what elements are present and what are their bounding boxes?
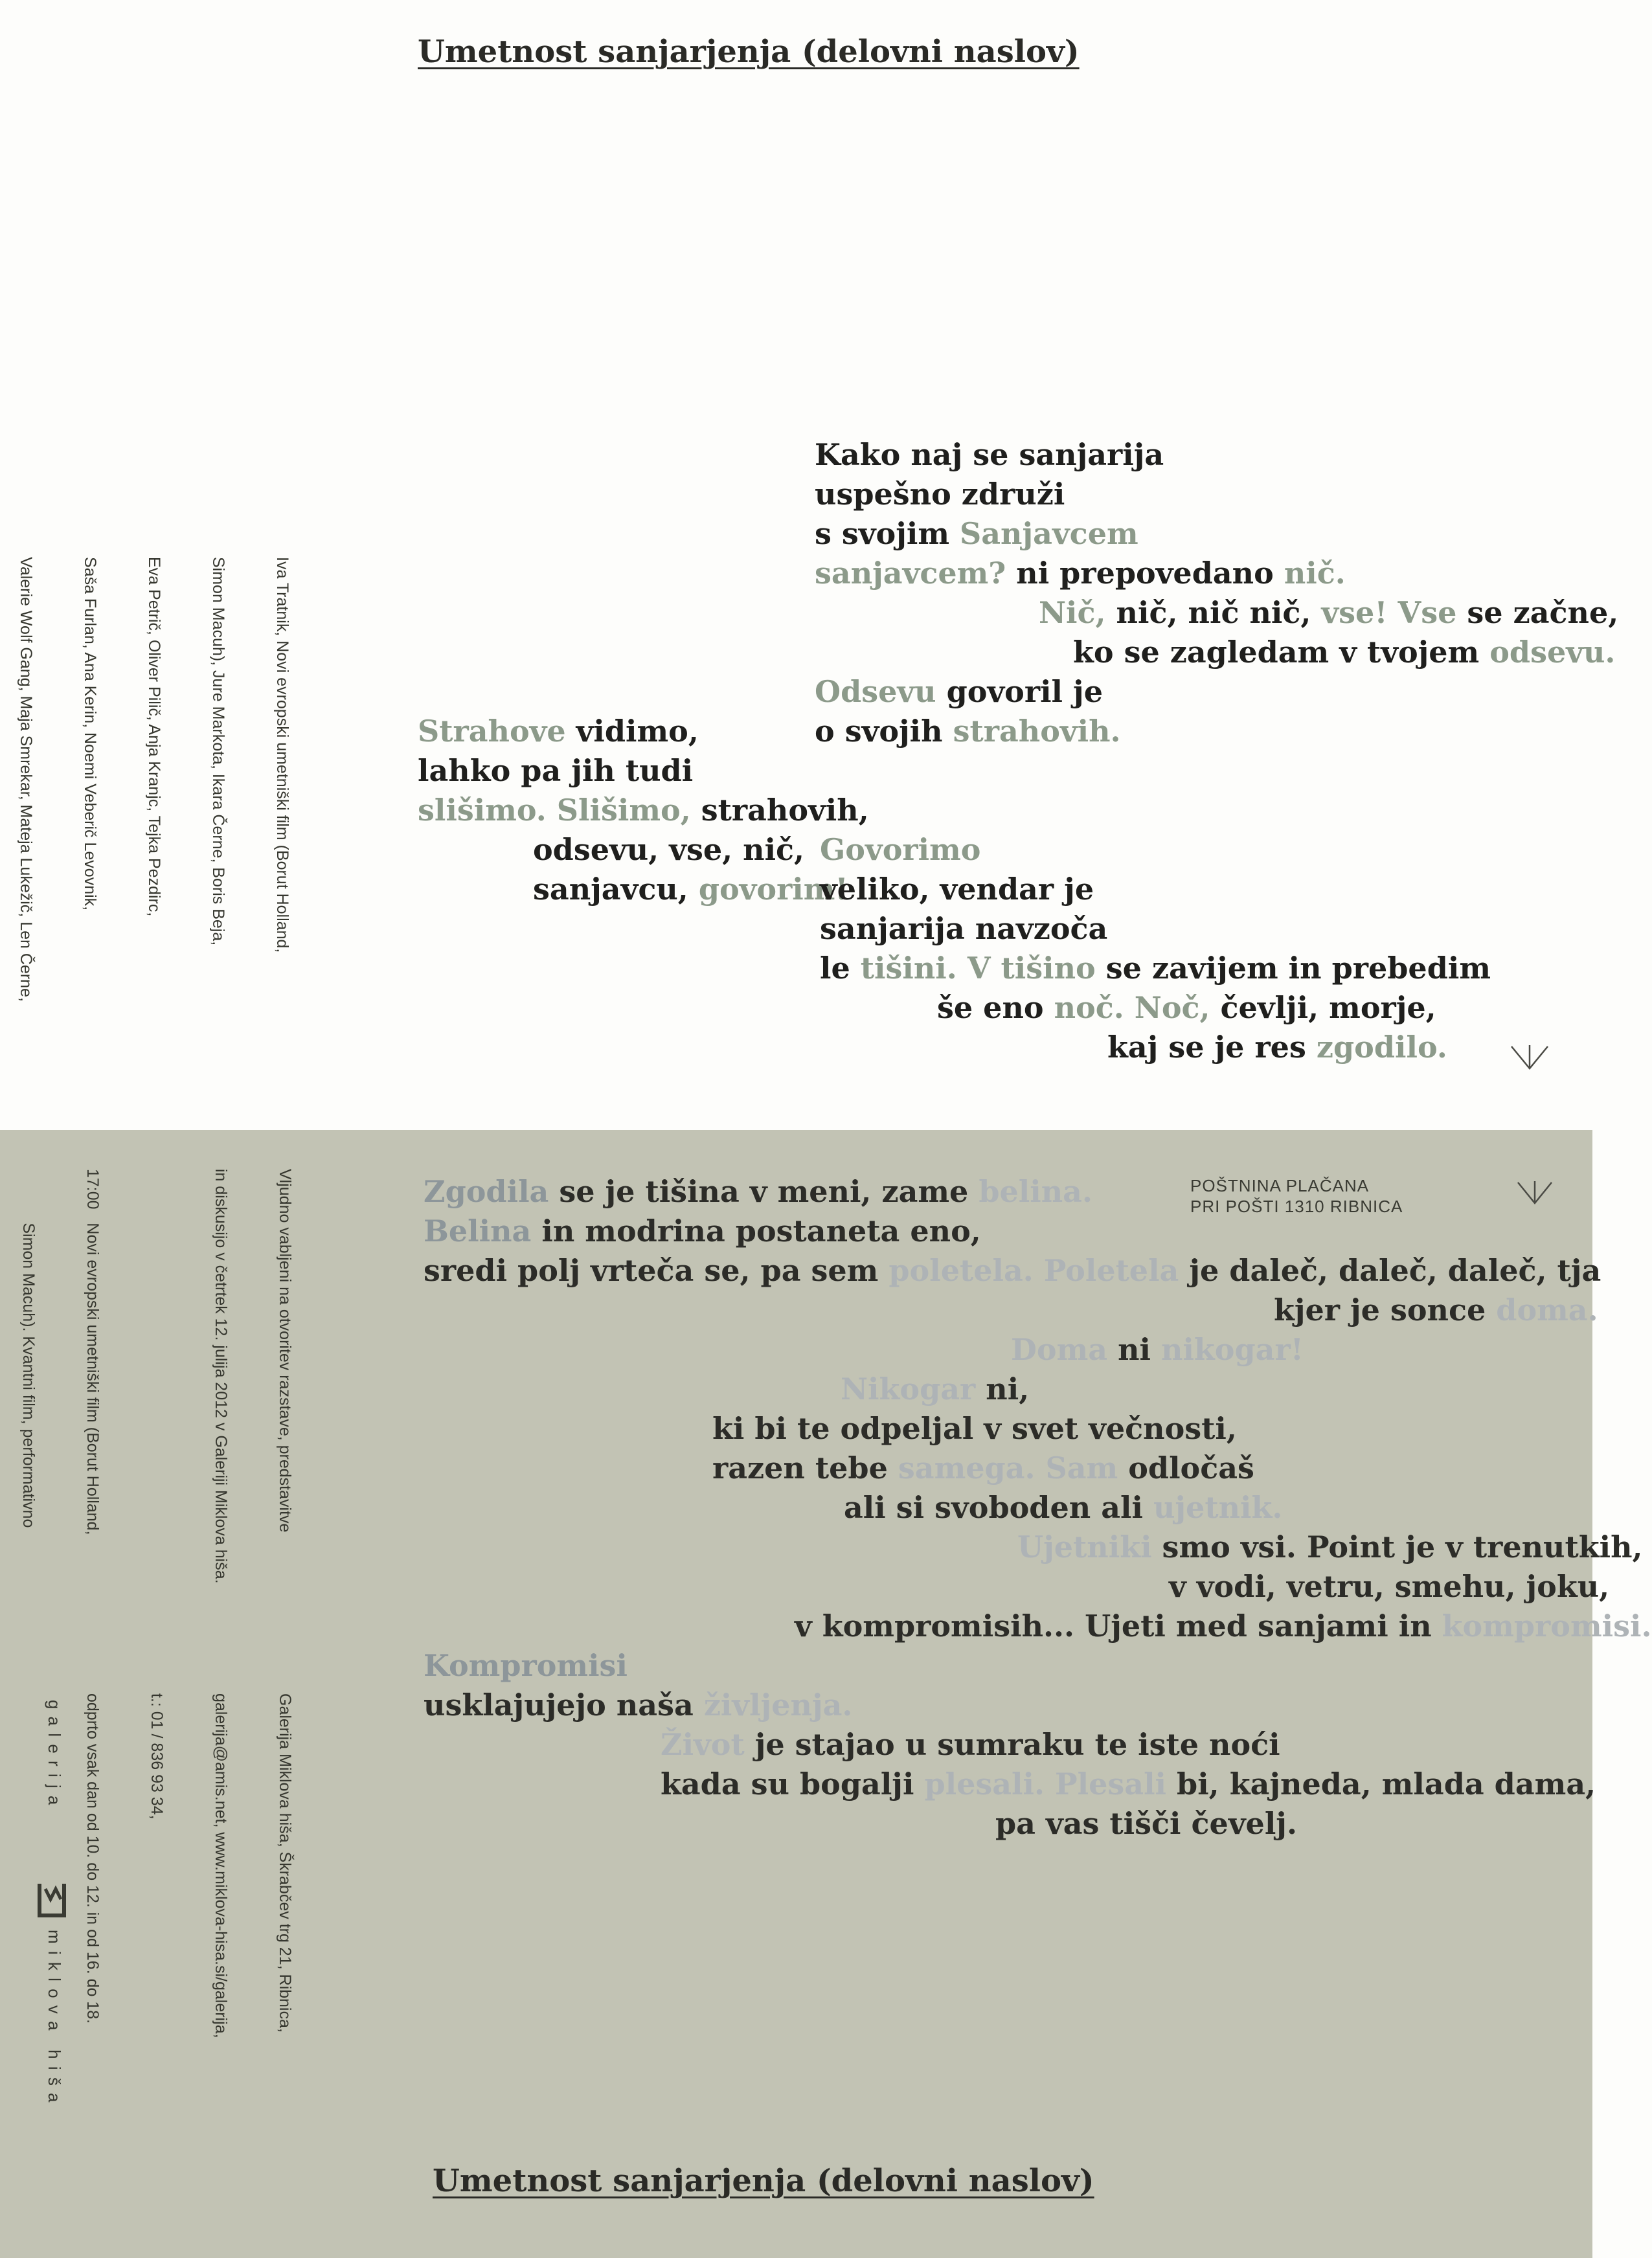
poem-left: Strahove vidimo, lahko pa jih tudi slišimo. Slišimo, strahovih, [418,714,869,828]
poem-bottom-4: Nikogar ni, [841,1372,1030,1406]
program-line: 17:00 Novi evropski umetniški film (Borut Holland, [84,1169,102,1535]
poem-right-middle: Odsevu govoril je o svojih strahovih. [815,674,1121,749]
poem-bottom-8: v vodi, vetru, smehu, joku, [1169,1569,1610,1604]
poem-right-indented-2: ko se zagledam v tvojem odsevu. [1073,635,1616,670]
arrow-down-icon [1509,1043,1550,1074]
program-line: Vljudno vabljeni na otvoritev razstave, predstavitve [276,1169,294,1533]
postage-line: PRI POŠTI 1310 RIBNICA [1190,1197,1403,1216]
gallery-logo-text-left: g a l e r i j a [45,1700,64,1807]
poem-bottom-1: Zgodila se je tišina v meni, zame belina. Belina in modrina postaneta eno, sredi polj vrteča se, pa sem poletela. Poletela je daleč, daleč, daleč, tja [424,1174,1601,1288]
program-line [146,1169,167,1584]
program-line: Simon Macuh). Kvantni film, performativno [19,1169,38,1528]
poem-bottom-5: ki bi te odpeljal v svet večnosti, razen tebe samega. Sam odločaš [712,1411,1254,1485]
top-card [0,0,1619,1130]
poem-bottom-11: Život je stajao u sumraku te iste noći kada su bogalji plesali. Plesali bi, kajnedа, mlada dama, [661,1727,1596,1801]
poem-right-lower-indented: še eno noč. Noč, čevlji, morje, [937,990,1436,1025]
poem-bottom-12: pa vas tišči čevelj. [995,1806,1297,1841]
contact-line: Galerija Miklova hiša, Škrabčev trg 21, Ribnica, [276,1693,294,2033]
bottom-card [0,1130,1652,2258]
poem-right-last: kaj se je res zgodilo. [1107,1030,1447,1065]
contact-line: galerija@amis.net, www.miklova-hisa.si/galerija, [212,1693,230,2038]
credits-line: Eva Petrič, Oliver Pilič, Anja Kranjc, Tejka Pezdirc, [145,557,163,917]
contact-line: t.: 01 / 836 93 34, [148,1693,166,1820]
postage-line: POŠTNINA PLAČANA [1190,1176,1370,1195]
gallery-logo-mark-icon [34,1881,70,1920]
poem-bottom-3: Doma ni nikogar! [1011,1332,1304,1367]
poem-bottom-6: ali si svoboden ali ujetnik. [844,1490,1283,1525]
credits-line: Valerie Wolf Gang, Maja Smrekar, Mateja Lukežič, Len Černe, [17,557,35,1002]
poem-bottom-2: kjer je sonce doma. [1274,1293,1598,1327]
poem-left-indented: odsevu, vse, nič, sanjavcu, govorim! [533,832,848,907]
bottom-title: Umetnost sanjarjenja (delovni naslov) [433,2163,1094,2199]
poem-bottom-9: v kompromisih... Ujeti med sanjami in kompromisi. [795,1609,1652,1643]
credits-line: Simon Macuh), Jure Markota, Ikara Černe, Boris Beja, [209,557,227,946]
poem-right-upper: Kako naj se sanjarija uspešno združi s svojim Sanjavcem sanjavcem? ni prepovedano nič. [815,437,1346,591]
program-text [0,1169,338,1584]
poem-right-indented: Nič, nič, nič nič, vse! Vse se začne, [1039,595,1619,630]
poem-bottom-7: Ujetniki smo vsi. Point je v trenutkih, [1017,1530,1643,1564]
poem-right-lower: Govorimo veliko, vendar je sanjarija navzoča le tišini. V tišino se zavijem in prebedim [820,832,1491,986]
gallery-logo-text-right: m i k l o v a h i š a [45,1930,64,2104]
top-title: Umetnost sanjarjenja (delovni naslov) [418,34,1080,70]
poem-bottom-10: Kompromisi usklajujejo naša življenja. [424,1648,853,1722]
credits-text [0,557,335,1002]
credits-line: Iva Tratnik, Novi evropski umetniški film (Borut Holland, [273,557,291,953]
program-line: in diskusijo v četrtek 12. julija 2012 v Galeriji Miklova hiša. [212,1169,230,1584]
contact-line: odprto vsak dan od 10. do 12. in od 16. do 18. [84,1693,102,2024]
credits-line: Saša Furlan, Ana Kerin, Noemi Veberič Levovnik, [81,557,99,911]
